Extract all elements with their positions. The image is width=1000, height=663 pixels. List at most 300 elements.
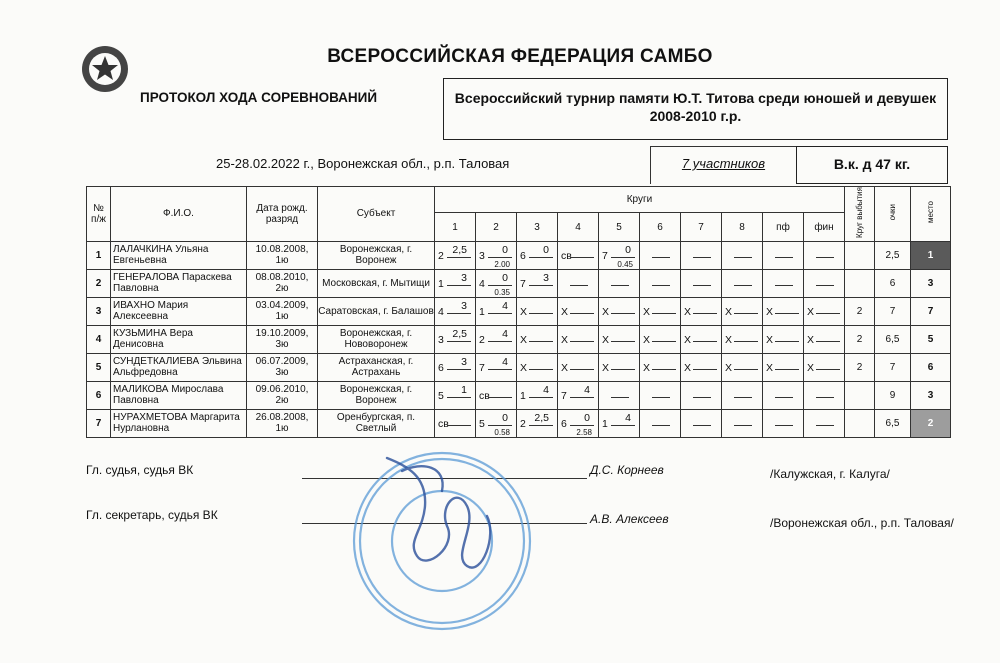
round-cell-3: [517, 297, 558, 325]
opponent-number: 6: [520, 249, 526, 262]
region: Воронежская, г. Нововоронеж: [318, 325, 435, 353]
round-cell-9: [763, 381, 804, 409]
score-line: [447, 369, 471, 370]
athlete-surname: КУЗЬМИНА Вера: [113, 328, 193, 340]
opponent-number: Х: [602, 361, 610, 374]
region: Саратовская, г. Балашов: [318, 297, 435, 325]
elimination-round: 2: [845, 297, 875, 325]
empty-dash: [816, 257, 834, 258]
empty-dash: [816, 397, 834, 398]
elimination-round: 2: [845, 325, 875, 353]
opponent-number: св: [479, 389, 490, 402]
empty-dash: [611, 397, 629, 398]
col-dob-label: Дата рожд. разряд: [256, 202, 308, 225]
opponent-number: Х: [643, 305, 651, 318]
round-cell-6: [640, 353, 681, 381]
round-cell-6: [640, 409, 681, 437]
secretary-label: Гл. секретарь, судья ВК: [86, 508, 218, 522]
empty-dash: [652, 285, 670, 286]
empty-dash: [693, 425, 711, 426]
athlete-name: [111, 325, 247, 353]
opponent-number: Х: [602, 333, 610, 346]
opponent-number: 1: [520, 389, 526, 402]
birth-date-rank: [247, 241, 318, 269]
elimination-round: [845, 381, 875, 409]
judge-city: /Калужская, г. Калуга/: [770, 467, 890, 481]
elimination-round: 2: [845, 353, 875, 381]
score-line: [611, 341, 635, 342]
score-line: [529, 341, 553, 342]
birth-date: 19.10.2009,: [255, 328, 309, 340]
athlete-name: [111, 409, 247, 437]
round-cell-6: [640, 269, 681, 297]
score-line: [570, 257, 594, 258]
round-cell-4: [558, 269, 599, 297]
round-cell-10: [804, 409, 845, 437]
bout-points: 4: [584, 383, 590, 396]
score-line: [734, 341, 758, 342]
date-place: 25-28.02.2022 г., Воронежская обл., р.п. Таловая: [216, 156, 510, 171]
col-subject: [318, 187, 435, 242]
score-line: [529, 285, 553, 286]
bout-points: 4: [502, 327, 508, 340]
bout-time: 2.00: [494, 259, 510, 269]
round-cell-2: [476, 409, 517, 437]
score-line: [488, 257, 512, 258]
bout-points: 0: [584, 411, 590, 424]
round-cell-3: [517, 353, 558, 381]
round-cell-8: [722, 325, 763, 353]
round-cell-1: [435, 325, 476, 353]
round-cell-9: [763, 409, 804, 437]
score-line: [816, 369, 840, 370]
score-line: [529, 397, 553, 398]
athlete-patronymic: Павловна: [113, 283, 159, 295]
results-table: [86, 186, 951, 438]
score-line: [529, 257, 553, 258]
athlete-name: [111, 353, 247, 381]
elimination-round: [845, 241, 875, 269]
athlete-surname: ЛАЛАЧКИНА Ульяна: [113, 244, 209, 256]
federation-logo-icon: [80, 44, 130, 94]
opponent-number: Х: [766, 333, 774, 346]
total-points: 6: [875, 269, 911, 297]
round-cell-7: [681, 297, 722, 325]
opponent-number: 7: [520, 277, 526, 290]
score-line: [652, 313, 676, 314]
round-cell-7: [681, 269, 722, 297]
bout-points: 3: [461, 271, 467, 284]
opponent-number: Х: [520, 333, 528, 346]
opponent-number: 7: [479, 361, 485, 374]
opponent-number: Х: [643, 333, 651, 346]
empty-dash: [734, 397, 752, 398]
score-line: [447, 257, 471, 258]
score-line: [488, 285, 512, 286]
bout-points: 0: [625, 243, 631, 256]
bout-points: 4: [502, 299, 508, 312]
score-line: [775, 313, 799, 314]
score-line: [570, 313, 594, 314]
table-row: [87, 269, 951, 297]
round-header-8: 8: [722, 213, 763, 242]
round-header-7: 7: [681, 213, 722, 242]
opponent-number: Х: [684, 305, 692, 318]
round-cell-8: [722, 269, 763, 297]
final-place: 6: [911, 353, 951, 381]
round-cell-5: [599, 381, 640, 409]
round-cell-4: [558, 381, 599, 409]
empty-dash: [611, 285, 629, 286]
round-cell-5: [599, 325, 640, 353]
score-line: [611, 257, 635, 258]
opponent-number: 6: [438, 361, 444, 374]
weight-category: В.к. д 47 кг.: [796, 146, 948, 184]
opponent-number: Х: [520, 305, 528, 318]
round-cell-1: [435, 353, 476, 381]
round-cell-2: [476, 297, 517, 325]
birth-date-rank: [247, 381, 318, 409]
athlete-patronymic: Евгеньевна: [113, 255, 167, 267]
secretary-city: /Воронежская обл., р.п. Таловая/: [770, 516, 954, 530]
opponent-number: Х: [807, 305, 815, 318]
judge-label: Гл. судья, судья ВК: [86, 463, 194, 477]
region: Оренбургская, п. Светлый: [318, 409, 435, 437]
score-line: [488, 397, 512, 398]
score-line: [693, 369, 717, 370]
score-line: [488, 341, 512, 342]
opponent-number: Х: [684, 333, 692, 346]
sport-rank: 1ю: [275, 255, 289, 267]
bout-points: 1: [461, 383, 467, 396]
round-cell-3: [517, 409, 558, 437]
round-cell-9: [763, 297, 804, 325]
opponent-number: 1: [602, 417, 608, 430]
round-cell-5: [599, 353, 640, 381]
opponent-number: 2: [438, 249, 444, 262]
round-cell-4: [558, 297, 599, 325]
opponent-number: 7: [561, 389, 567, 402]
official-stamp-icon: [347, 446, 537, 636]
score-line: [447, 425, 471, 426]
score-line: [775, 369, 799, 370]
opponent-number: 6: [561, 417, 567, 430]
score-line: [775, 341, 799, 342]
score-line: [570, 341, 594, 342]
score-line: [488, 425, 512, 426]
round-header-3: 3: [517, 213, 558, 242]
round-cell-10: [804, 353, 845, 381]
round-cell-3: [517, 241, 558, 269]
sport-rank: 1ю: [275, 423, 289, 435]
round-cell-6: [640, 325, 681, 353]
round-cell-5: [599, 269, 640, 297]
round-cell-9: [763, 269, 804, 297]
athlete-surname: ГЕНЕРАЛОВА Параскева: [113, 272, 232, 284]
opponent-number: Х: [561, 333, 569, 346]
col-num-label: № п/ж: [91, 202, 106, 225]
elimination-round: [845, 269, 875, 297]
birth-date: 26.08.2008,: [255, 412, 309, 424]
round-cell-10: [804, 297, 845, 325]
round-cell-9: [763, 353, 804, 381]
empty-dash: [652, 397, 670, 398]
birth-date: 09.06.2010,: [255, 384, 309, 396]
table-row: [87, 409, 951, 437]
score-line: [652, 369, 676, 370]
round-header-2: 2: [476, 213, 517, 242]
row-number: 6: [87, 381, 111, 409]
opponent-number: 4: [479, 277, 485, 290]
score-line: [611, 369, 635, 370]
col-name-label: Ф.И.О.: [163, 208, 194, 220]
opponent-number: Х: [643, 361, 651, 374]
score-line: [570, 397, 594, 398]
athlete-surname: НУРАХМЕТОВА Маргарита: [113, 412, 240, 424]
athlete-surname: МАЛИКОВА Мирослава: [113, 384, 224, 396]
col-place: [911, 187, 951, 242]
score-line: [570, 425, 594, 426]
round-cell-9: [763, 241, 804, 269]
score-line: [447, 313, 471, 314]
region: Воронежская, г. Воронеж: [318, 241, 435, 269]
round-cell-5: [599, 241, 640, 269]
col-num: [87, 187, 111, 242]
col-name: [111, 187, 247, 242]
round-cell-3: [517, 381, 558, 409]
empty-dash: [652, 425, 670, 426]
region: Воронежская, г. Воронеж: [318, 381, 435, 409]
table-row: [87, 325, 951, 353]
score-line: [570, 369, 594, 370]
bout-points: 2,5: [452, 327, 467, 340]
opponent-number: 3: [438, 333, 444, 346]
total-points: 2,5: [875, 241, 911, 269]
empty-dash: [693, 257, 711, 258]
opponent-number: 2: [479, 333, 485, 346]
round-cell-1: [435, 297, 476, 325]
opponent-number: 4: [438, 305, 444, 318]
round-cell-8: [722, 353, 763, 381]
round-cell-6: [640, 381, 681, 409]
round-cell-4: [558, 325, 599, 353]
score-line: [447, 397, 471, 398]
score-line: [816, 313, 840, 314]
score-line: [734, 313, 758, 314]
protocol-title: ПРОТОКОЛ ХОДА СОРЕВНОВАНИЙ: [140, 90, 378, 105]
score-line: [693, 313, 717, 314]
final-place: 3: [911, 269, 951, 297]
round-cell-4: [558, 409, 599, 437]
score-line: [816, 341, 840, 342]
row-number: 4: [87, 325, 111, 353]
bout-points: 3: [461, 299, 467, 312]
opponent-number: св: [561, 249, 572, 262]
empty-dash: [734, 257, 752, 258]
round-cell-1: [435, 409, 476, 437]
round-header-6: 6: [640, 213, 681, 242]
round-header-4: 4: [558, 213, 599, 242]
empty-dash: [693, 397, 711, 398]
empty-dash: [775, 257, 793, 258]
round-header-5: 5: [599, 213, 640, 242]
final-place: 7: [911, 297, 951, 325]
opponent-number: Х: [561, 305, 569, 318]
empty-dash: [775, 285, 793, 286]
round-cell-1: [435, 241, 476, 269]
athlete-patronymic: Алексеевна: [113, 311, 169, 323]
empty-dash: [816, 425, 834, 426]
participants-box: [650, 146, 796, 184]
row-number: 3: [87, 297, 111, 325]
round-cell-8: [722, 409, 763, 437]
opponent-number: Х: [766, 305, 774, 318]
col-points-label: очки: [888, 204, 897, 221]
opponent-number: Х: [725, 305, 733, 318]
opponent-number: 5: [438, 389, 444, 402]
round-cell-10: [804, 241, 845, 269]
table-row: [87, 297, 951, 325]
empty-dash: [734, 425, 752, 426]
opponent-number: Х: [766, 361, 774, 374]
table-row: [87, 353, 951, 381]
total-points: 7: [875, 353, 911, 381]
round-cell-5: [599, 409, 640, 437]
score-line: [652, 341, 676, 342]
birth-date-rank: [247, 297, 318, 325]
round-cell-3: [517, 325, 558, 353]
final-place: 5: [911, 325, 951, 353]
round-cell-7: [681, 353, 722, 381]
region: Астраханская, г. Астрахань: [318, 353, 435, 381]
bout-time: 2.58: [576, 427, 592, 437]
birth-date-rank: [247, 269, 318, 297]
opponent-number: 2: [520, 417, 526, 430]
birth-date: 03.04.2009,: [255, 300, 309, 312]
athlete-surname: ИВАХНО Мария: [113, 300, 189, 312]
total-points: 7: [875, 297, 911, 325]
sport-rank: 2ю: [275, 283, 289, 295]
birth-date: 10.08.2008,: [255, 244, 309, 256]
round-header-1: 1: [435, 213, 476, 242]
round-cell-4: [558, 241, 599, 269]
judge-name: Д.С. Корнеев: [590, 463, 664, 477]
col-place-label: место: [926, 201, 935, 224]
row-number: 1: [87, 241, 111, 269]
opponent-number: Х: [684, 361, 692, 374]
score-line: [447, 341, 471, 342]
bout-points: 0: [543, 243, 549, 256]
opponent-number: Х: [602, 305, 610, 318]
tournament-title: [443, 78, 948, 140]
score-line: [734, 369, 758, 370]
bout-time: 0.45: [617, 259, 633, 269]
empty-dash: [652, 257, 670, 258]
score-line: [447, 285, 471, 286]
athlete-name: [111, 269, 247, 297]
score-line: [693, 341, 717, 342]
round-cell-4: [558, 353, 599, 381]
round-cell-9: [763, 325, 804, 353]
score-line: [529, 313, 553, 314]
total-points: 9: [875, 381, 911, 409]
col-elim-label: Круг выбытия: [855, 187, 864, 238]
round-cell-2: [476, 241, 517, 269]
birth-date-rank: [247, 353, 318, 381]
row-number: 5: [87, 353, 111, 381]
round-cell-7: [681, 241, 722, 269]
bout-points: 3: [543, 271, 549, 284]
athlete-patronymic: Павловна: [113, 395, 159, 407]
score-line: [529, 425, 553, 426]
final-place: 2: [911, 409, 951, 437]
athlete-patronymic: Нурлановна: [113, 423, 170, 435]
bout-points: 3: [461, 355, 467, 368]
athlete-patronymic: Альфредовна: [113, 367, 178, 379]
round-header-9: пф: [763, 213, 804, 242]
score-line: [611, 425, 635, 426]
round-cell-8: [722, 241, 763, 269]
round-cell-7: [681, 325, 722, 353]
birth-date-rank: [247, 409, 318, 437]
round-cell-5: [599, 297, 640, 325]
score-line: [529, 369, 553, 370]
bout-time: 0.35: [494, 287, 510, 297]
final-place: 1: [911, 241, 951, 269]
opponent-number: Х: [725, 333, 733, 346]
round-cell-1: [435, 381, 476, 409]
table-row: [87, 241, 951, 269]
score-line: [488, 369, 512, 370]
round-cell-7: [681, 409, 722, 437]
table-row: [87, 381, 951, 409]
bout-time: 0.58: [494, 427, 510, 437]
opponent-number: Х: [725, 361, 733, 374]
opponent-number: 1: [438, 277, 444, 290]
score-line: [488, 313, 512, 314]
elimination-round: [845, 409, 875, 437]
round-cell-8: [722, 297, 763, 325]
round-cell-6: [640, 241, 681, 269]
opponent-number: 5: [479, 417, 485, 430]
birth-date: 08.08.2010,: [255, 272, 309, 284]
athlete-surname: СУНДЕТКАЛИЕВА Эльвина: [113, 356, 242, 368]
birth-date: 06.07.2009,: [255, 356, 309, 368]
round-header-10: фин: [804, 213, 845, 242]
col-rounds: [435, 187, 845, 213]
athlete-name: [111, 297, 247, 325]
round-cell-6: [640, 297, 681, 325]
region: Московская, г. Мытищи: [318, 269, 435, 297]
round-cell-2: [476, 269, 517, 297]
federation-title: ВСЕРОССИЙСКАЯ ФЕДЕРАЦИЯ САМБО: [327, 46, 713, 67]
bout-points: 2,5: [534, 411, 549, 424]
opponent-number: 1: [479, 305, 485, 318]
row-number: 7: [87, 409, 111, 437]
bout-points: 4: [502, 355, 508, 368]
opponent-number: Х: [561, 361, 569, 374]
total-points: 6,5: [875, 325, 911, 353]
tournament-line-1: Всероссийский турнир памяти Ю.Т. Титова среди юношей и девушек: [454, 90, 937, 106]
athlete-name: [111, 241, 247, 269]
sport-rank: 1ю: [275, 311, 289, 323]
col-points: [875, 187, 911, 242]
col-rounds-label: Круги: [626, 194, 653, 206]
round-cell-2: [476, 325, 517, 353]
round-cell-10: [804, 325, 845, 353]
round-cell-2: [476, 353, 517, 381]
opponent-number: св: [438, 417, 449, 430]
